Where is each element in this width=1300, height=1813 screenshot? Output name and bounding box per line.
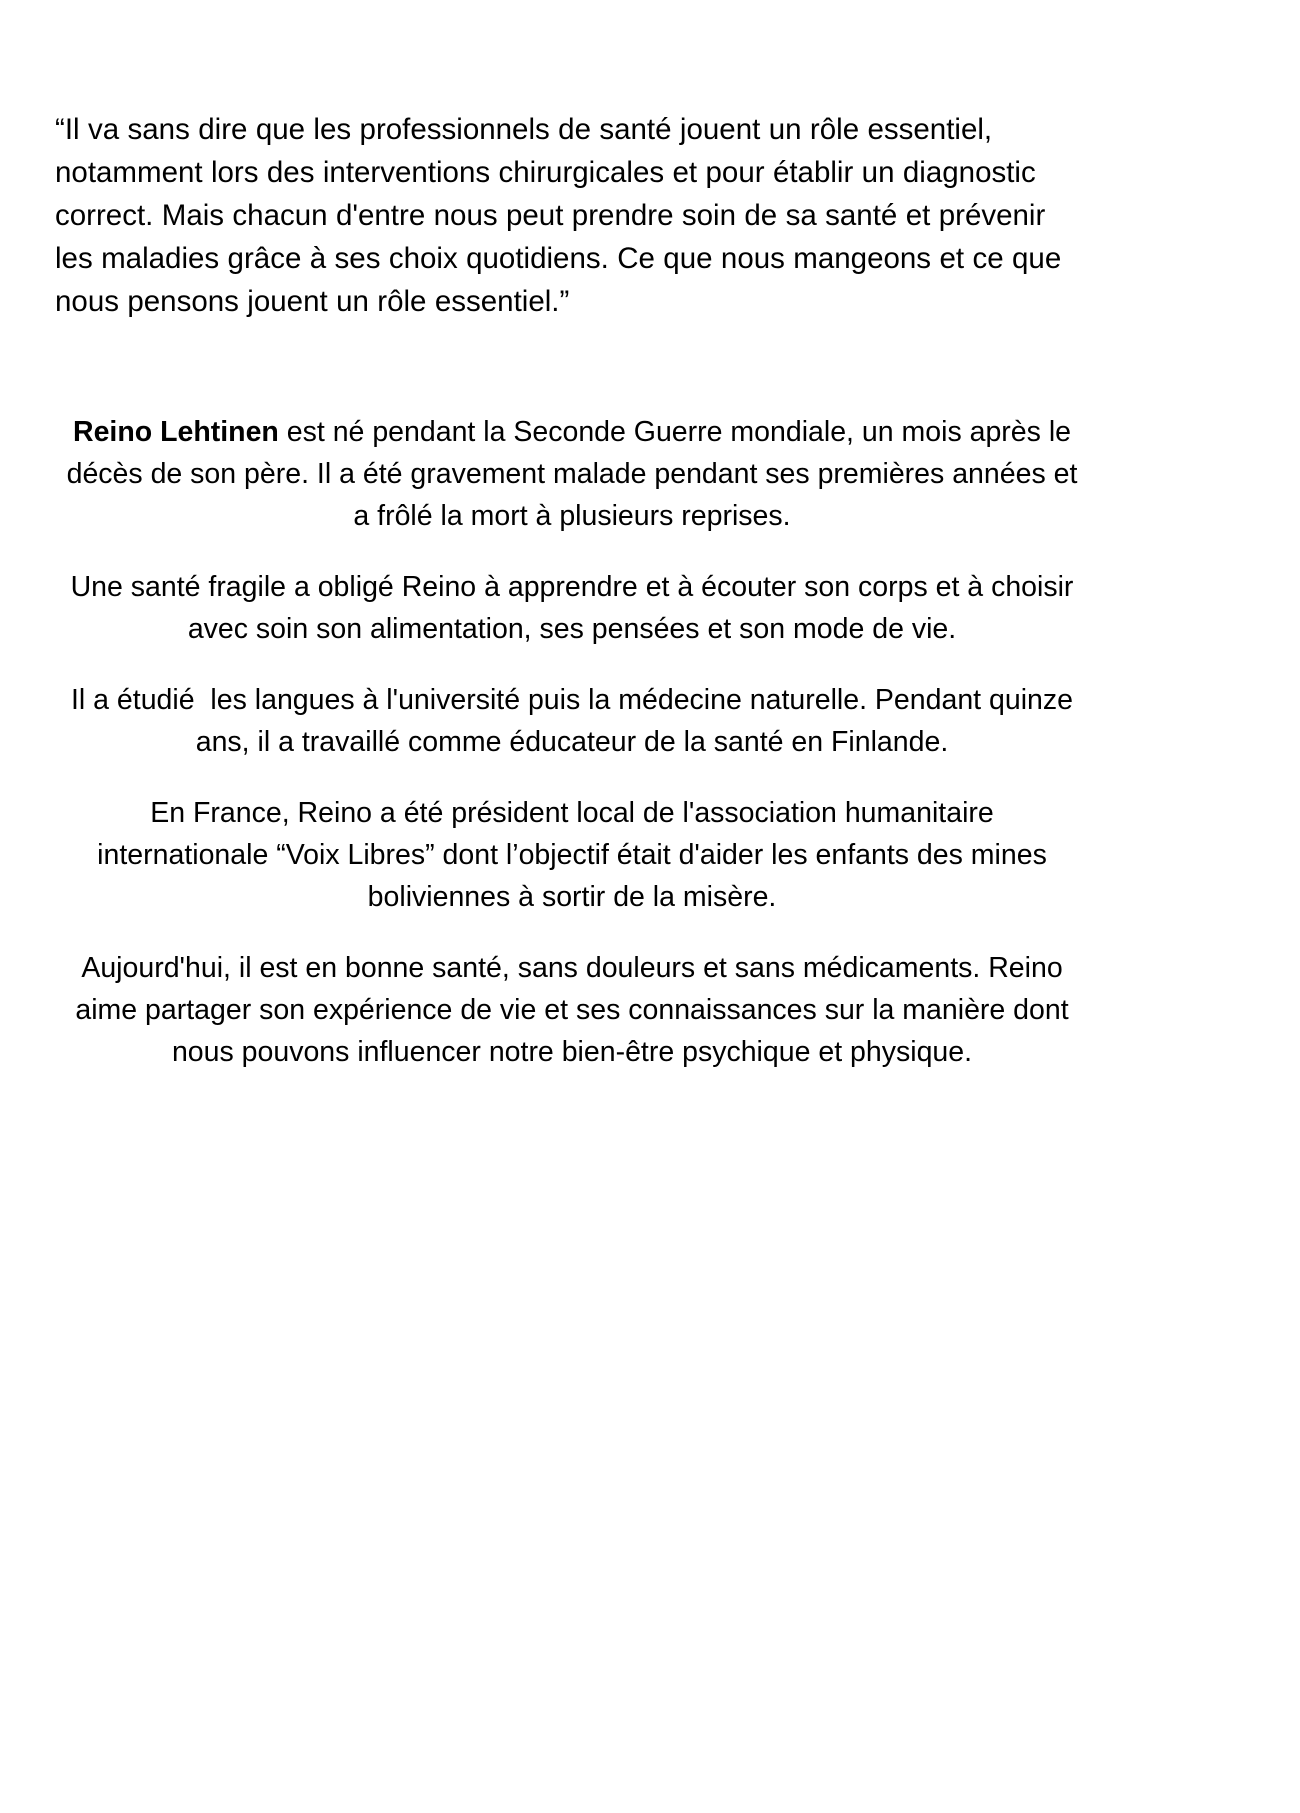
biography-paragraph-2: Une santé fragile a obligé Reino à apprendre et à écouter son corps et à choisir avec soin son alimentation, ses pensées et son mode de vie. [70, 571, 1082, 645]
biography-paragraph-4: En France, Reino a été président local de l'association humanitaire internationale “Voix Libres” dont l’objectif était d'aider les enfants des mines boliviennes à sortir de la misère. [97, 797, 1055, 913]
subject-name: Reino Lehtinen [73, 416, 279, 448]
biography-paragraph-3: Il a étudié les langues à l'université puis la médecine naturelle. Pendant quinze ans, il a travaillé comme éducateur de la santé en Finlande. [71, 684, 1081, 758]
biography-paragraph-1 [62, 411, 1086, 537]
opening-quotation-paragraph: “Il va sans dire que les professionnels de santé jouent un rôle essentiel, notamment lors des interventions chirurgicales et pour établir un diagnostic correct. Mais chacun d'entre nous peut prendre soin de sa santé et prévenir les maladies grâce à ses choix quotidiens. Ce que nous mangeons et ce que nous pensons jouent un rôle essentiel.” [55, 113, 1062, 318]
biography-paragraph-5: Aujourd'hui, il est en bonne santé, sans douleurs et sans médicaments. Reino aime partager son expérience de vie et ses connaissances sur la manière dont nous pouvons influencer notre bien-être psychique et physique. [75, 952, 1077, 1068]
document-content [55, 108, 1245, 1073]
biography-section [62, 411, 1086, 1073]
paragraph-spacer [55, 323, 1245, 411]
biography-paragraph-1-text: est né pendant la Seconde Guerre mondiale, un mois après le décès de son père. Il a été gravement malade pendant ses premières années et a frôlé la mort à plusieurs reprises. [66, 416, 1086, 532]
